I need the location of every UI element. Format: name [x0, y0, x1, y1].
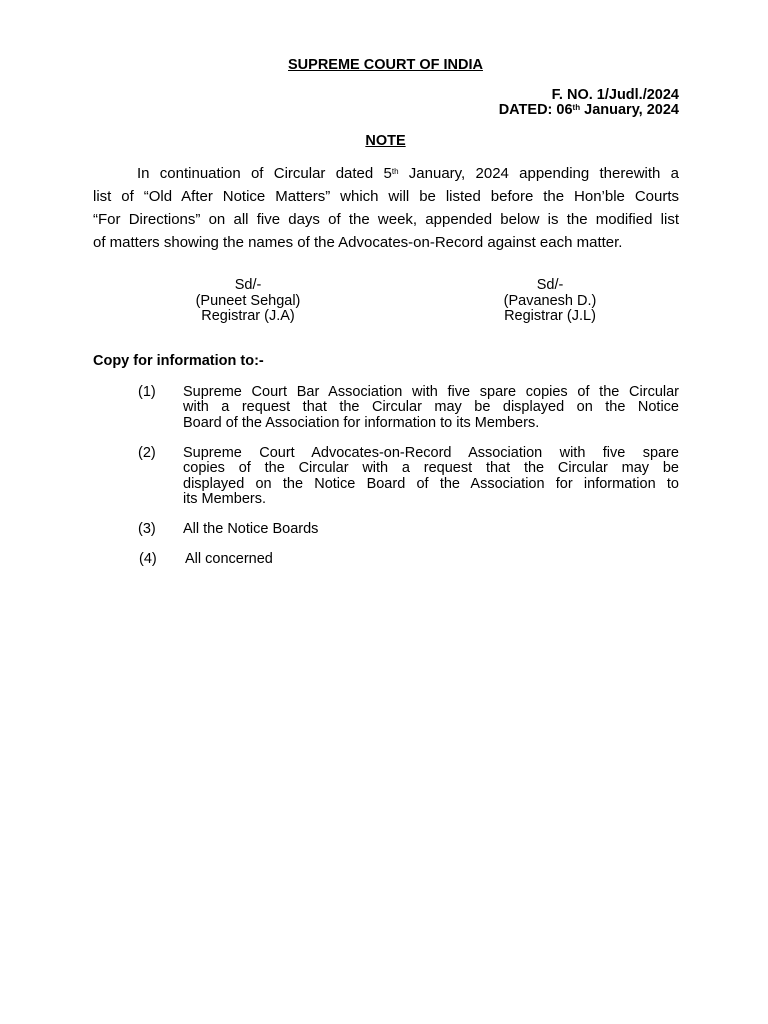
signature-block-right [450, 278, 650, 325]
list-number: (1) [138, 384, 156, 400]
list-text [183, 385, 679, 431]
list-number: (3) [138, 521, 156, 537]
paragraph-line-2: list of “Old After Notice Matters” which will be listed before the Hon’ble Courts [93, 188, 679, 205]
signature-sd: Sd/- [536, 277, 564, 293]
paragraph-line-3: “For Directions” on all five days of the week, appended below is the modified list [93, 211, 679, 228]
paragraph-line-4: of matters showing the names of the Advocates-on-Record against each matter. [93, 234, 623, 251]
list-line: All the Notice Boards [183, 521, 319, 537]
list-line: Supreme Court Bar Association with five spare copies of the Circular [183, 384, 679, 400]
file-number: F. NO. 1/Judl./2024 [551, 87, 679, 103]
paragraph-line-1 [93, 162, 679, 185]
dated-ordinal: th [572, 103, 581, 112]
note-paragraph [93, 162, 679, 254]
copy-heading: Copy for information to:- [93, 353, 264, 369]
list-line: Supreme Court Advocates-on-Record Association with five spare [183, 445, 679, 461]
list-text [183, 522, 679, 537]
signature-sd: Sd/- [234, 277, 262, 293]
list-line: All concerned [185, 551, 273, 567]
dated-line [499, 102, 679, 118]
list-line: Board of the Association for information to its Members. [183, 414, 540, 431]
list-text [183, 446, 679, 507]
dated-suffix: January, 2024 [580, 102, 679, 118]
list-line: its Members. [183, 490, 266, 507]
signature-block-left [148, 278, 348, 325]
court-title: SUPREME COURT OF INDIA [288, 57, 483, 73]
list-line: copies of the Circular with a request that the Circular may be [183, 460, 679, 477]
dated-prefix: DATED: 06 [498, 102, 573, 118]
note-heading: NOTE [365, 133, 406, 149]
list-line: with a request that the Circular may be displayed on the Notice [183, 399, 679, 416]
paragraph-line-1-end: January, 2024 appending therewith a [398, 165, 679, 182]
list-number: (2) [138, 445, 156, 461]
signatory-name: (Pavanesh D.) [503, 292, 597, 309]
signatory-designation: Registrar (J.A) [201, 308, 295, 324]
list-text [185, 552, 681, 567]
paragraph-ordinal: th [391, 167, 399, 176]
list-number: (4) [139, 551, 157, 567]
signatory-name: (Puneet Sehgal) [195, 292, 301, 309]
signatory-designation: Registrar (J.L) [504, 308, 596, 324]
paragraph-line-1-start: In continuation of Circular dated 5 [137, 165, 392, 182]
list-line: displayed on the Notice Board of the Association for information to [183, 475, 679, 492]
